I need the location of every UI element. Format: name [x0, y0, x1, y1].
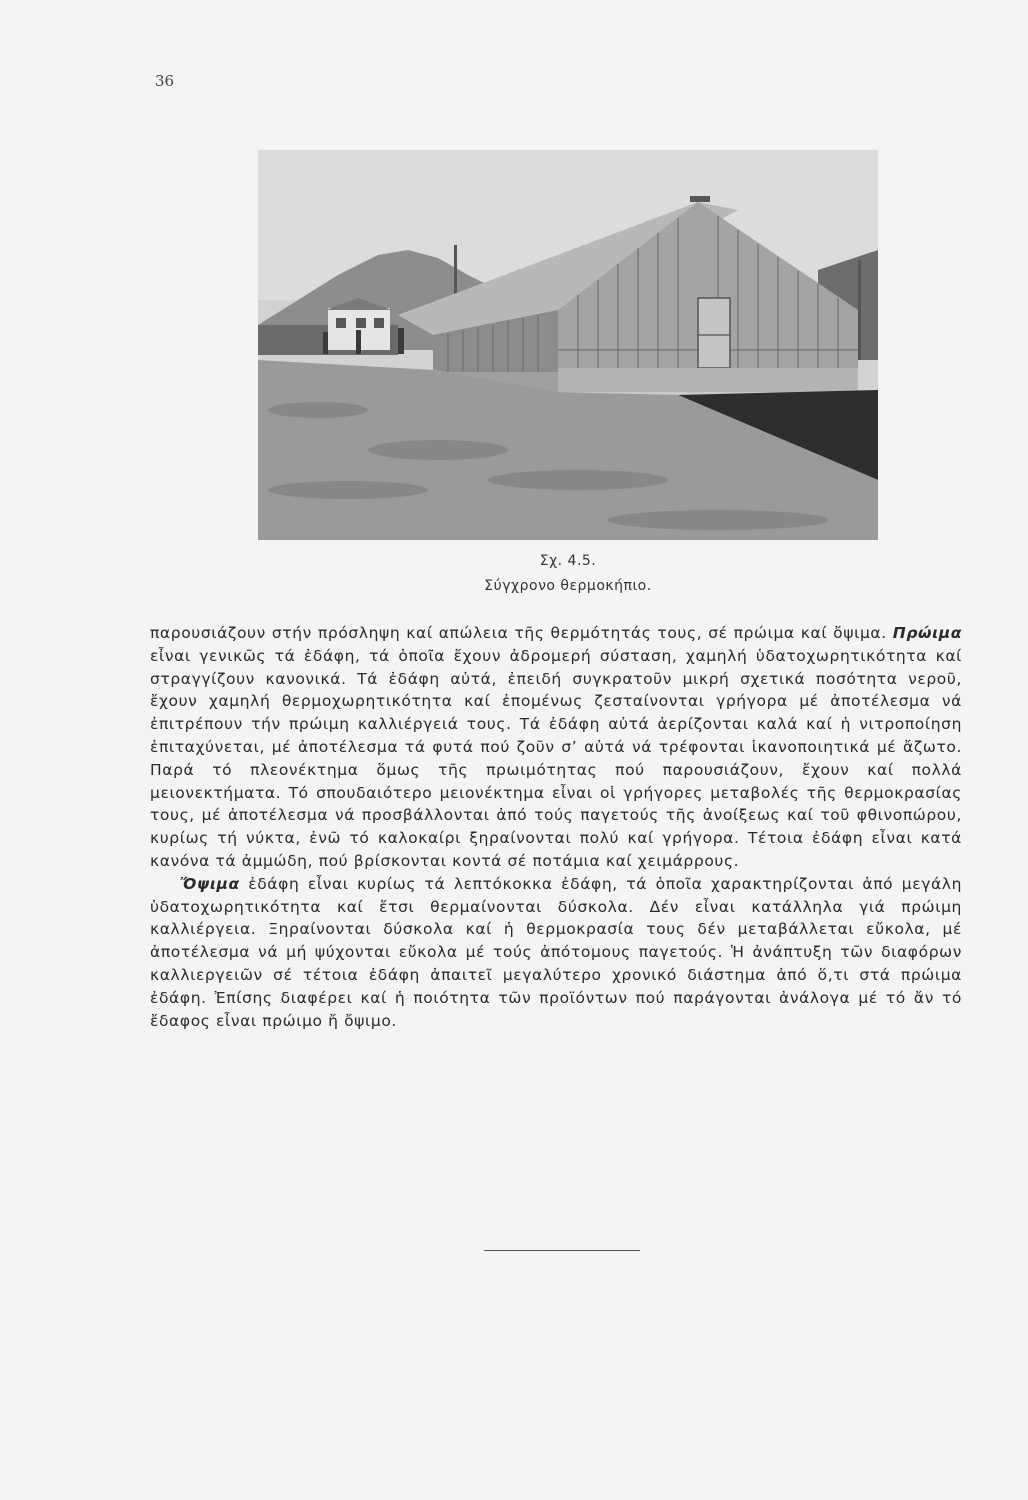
- term-early: Πρώιμα: [892, 624, 962, 642]
- body-text: [150, 622, 962, 1032]
- greenhouse-photo: [258, 150, 878, 540]
- paragraph-text: παρουσιάζουν στήν πρόσληψη καί απώλεια τῆς θερμότητάς τους, σέ πρώιμα καί ὄψιμα.: [150, 624, 893, 642]
- term-late: Ὄψιμα: [180, 874, 240, 893]
- section-divider: [484, 1250, 640, 1251]
- figure-label: Σχ. 4.5.: [539, 553, 597, 569]
- page-number: 36: [155, 72, 175, 90]
- paragraph-text: εἶναι γενικῶς τά ἐδάφη, τά ὁποῖα ἔχουν ἀδρομερή σύσταση, χαμηλή ὑδατοχωρητικότητα καί στραγγίζουν κανονικά. Τά ἐδάφη αὐτά, ἐπειδή συγκρατοῦν μικρή σχετικά ποσότητα νεροῦ, ἔχουν χαμηλή θερμοχωρητικότητα καί ἐπομένως ζεσταίνονται γρήγορα μέ ἀποτέλεσμα νά ἐπιτρέπουν τήν πρώιμη καλλιέργειά τους. Τά ἐδάφη αὐτά ἀερίζονται καλά καί ἡ νιτροποίηση ἐπιταχύνεται, μέ ἀποτέλεσμα τά φυτά πού ζοῦν σ’ αὐτά νά τρέφονται ἱκανοποιητικά μέ ἄζωτο. Παρά τό πλεονέκτημα ὅμως τῆς πρωιμότητας πού παρουσιάζουν, ἔχουν καί πολλά μειονεκτήματα. Τό σπουδαιότερο μειονέκτημα εἶναι οἱ γρήγορες μεταβολές τῆς θερμοκρασίας τους, μέ ἀποτέλεσμα νά προσβάλλονται ἀπό τούς παγετούς τῆς ἀνοίξεως καί τοῦ φθινοπώρου, κυρίως τή νύκτα, ἐνῶ τό καλοκαίρι ξηραίνονται πολύ καί γρήγορα. Τέτοια ἐδάφη εἶναι κατά κανόνα τά ἀμμώδη, πού βρίσκονται κοντά σέ ποτάμια καί χειμάρρους.: [150, 646, 962, 870]
- paragraph-early-soils: [150, 622, 962, 873]
- figure-caption: Σύγχρονο θερμοκήπιο.: [484, 578, 652, 594]
- paragraph-late-soils: [150, 873, 962, 1033]
- paragraph-text: ἐδάφη εἶναι κυρίως τά λεπτόκοκκα ἐδάφη, τά ὁποῖα χαρακτηρίζονται ἀπό μεγάλη ὑδατοχωρητικότητα καί ἔτσι θερμαίνονται δύσκολα. Δέν εἶναι κατάλληλα γιά πρώιμη καλλιέργεια. Ξηραίνονται δύσκολα καί ἡ θερμοκρασία τους δέν μεταβάλλεται εὔκολα, μέ ἀποτέλεσμα νά μή ψύχονται εὔκολα μέ τούς ἀπότομους παγετούς. Ἡ ἀνάπτυξη τῶν διαφόρων καλλιεργειῶν σέ τέτοια ἐδάφη ἀπαιτεῖ μεγαλύτερο χρονικό διάστημα ἀπό ὅ,τι στά πρώιμα ἐδάφη. Ἐπίσης διαφέρει καί ἡ ποιότητα τῶν προϊόντων πού παράγονται ἀνάλογα μέ τό ἄν τό ἔδαφος εἶναι πρώιμο ἤ ὄψιμο.: [150, 874, 962, 1030]
